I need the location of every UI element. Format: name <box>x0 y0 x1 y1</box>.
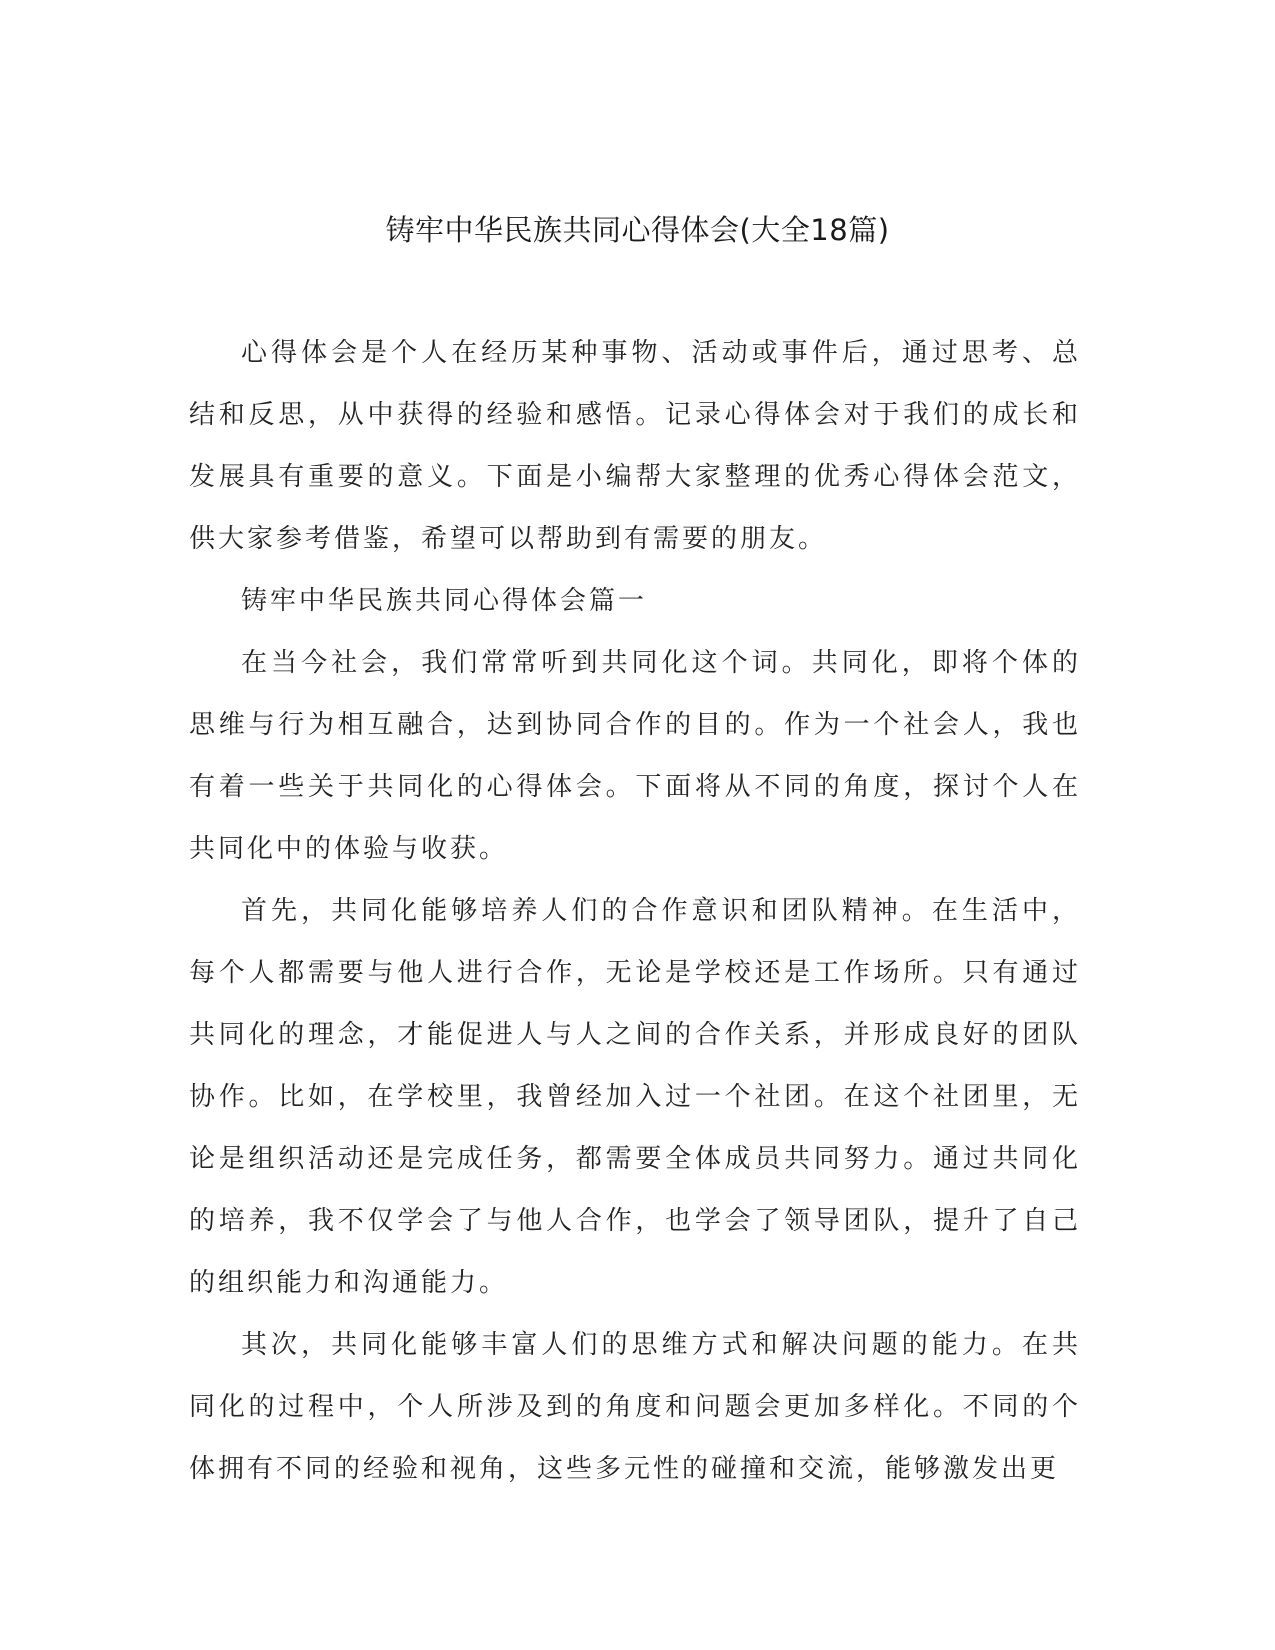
body-paragraph: 在当今社会，我们常常听到共同化这个词。共同化，即将个体的思维与行为相互融合，达到协同合作的目的。作为一个社会人，我也有着一些关于共同化的心得体会。下面将从不同的角度，探讨个人在共同化中的体验与收获。 <box>189 648 1081 864</box>
document-body <box>189 322 1081 1500</box>
body-paragraph: 首先，共同化能够培养人们的合作意识和团队精神。在生活中，每个人都需要与他人进行合作，无论是学校还是工作场所。只有通过共同化的理念，才能促进人与人之间的合作关系，并形成良好的团队协作。比如，在学校里，我曾经加入过一个社团。在这个社团里，无论是组织活动还是完成任务，都需要全体成员共同努力。通过共同化的培养，我不仅学会了与他人合作，也学会了领导团队，提升了自己的组织能力和沟通能力。 <box>189 896 1081 1298</box>
document-title: 铸牢中华民族共同心得体会(大全18篇) <box>385 213 890 247</box>
body-paragraph: 其次，共同化能够丰富人们的思维方式和解决问题的能力。在共同化的过程中，个人所涉及到的角度和问题会更加多样化。不同的个体拥有不同的经验和视角，这些多元性的碰撞和交流，能够激发出更 <box>189 1330 1081 1484</box>
intro-paragraph: 心得体会是个人在经历某种事物、活动或事件后，通过思考、总结和反思，从中获得的经验和感悟。记录心得体会对于我们的成长和发展具有重要的意义。下面是小编帮大家整理的优秀心得体会范文，供大家参考借鉴，希望可以帮助到有需要的朋友。 <box>189 338 1081 554</box>
section-heading: 铸牢中华民族共同心得体会篇一 <box>241 586 648 616</box>
